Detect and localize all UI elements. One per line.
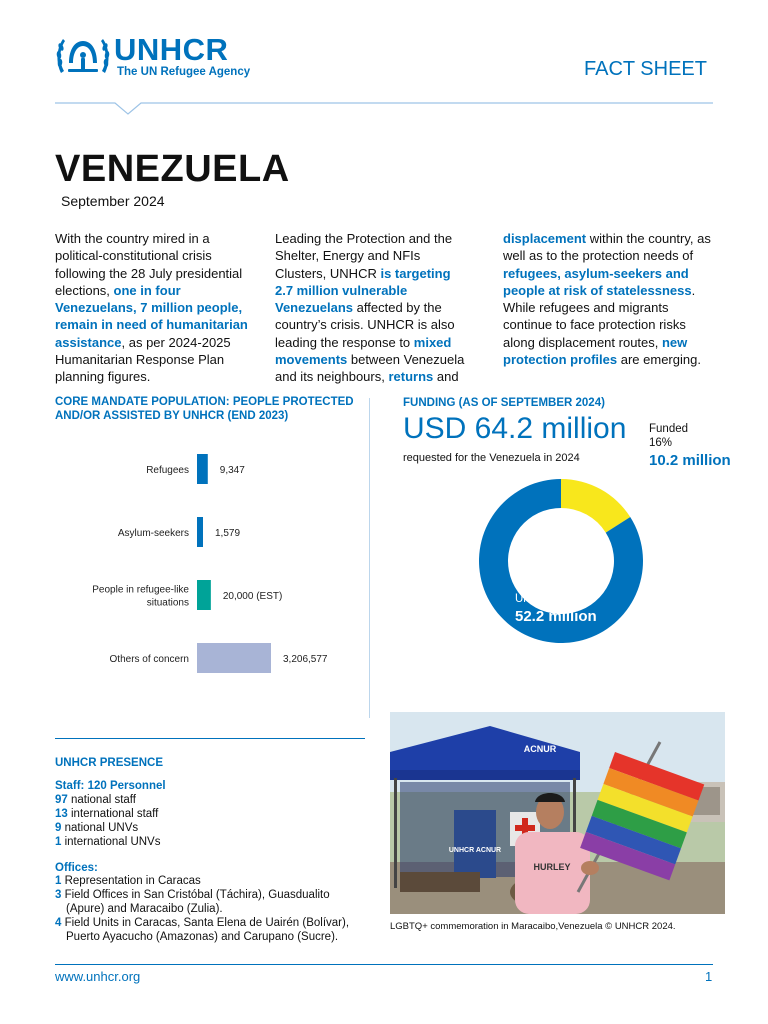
page-number: 1 — [705, 969, 713, 984]
core-mandate-title: CORE MANDATE POPULATION: PEOPLE PROTECTED AND/OR ASSISTED BY UNHCR (END 2023) — [55, 396, 354, 422]
body-text: With the country mired in a political-constitutional crisis following the 28 July presidential elections, — [55, 231, 243, 298]
emphasis-text: is targeting 2.7 million vulnerable Venezuelans — [275, 265, 451, 316]
list-item — [55, 836, 365, 850]
tent-logo-text: ACNUR — [523, 744, 557, 754]
list-item-label: international staff — [67, 807, 159, 820]
footer-divider — [55, 964, 713, 965]
emphasis-text: displacement — [503, 231, 587, 246]
list-item — [55, 808, 365, 822]
emphasis-text: refugees, asylum-seekers and people at risk of statelessness — [503, 265, 692, 298]
org-tagline: The UN Refugee Agency — [117, 66, 251, 78]
body-text: and — [433, 369, 459, 385]
funding-requested-amount: USD 64.2 million — [403, 412, 627, 445]
office-list — [55, 875, 365, 945]
page-title: VENEZUELA — [55, 148, 290, 190]
photo-caption: LGBTQ+ commemoration in Maracaibo,Venezuela © UNHCR 2024. — [390, 921, 676, 932]
list-item-label: national UNVs — [61, 821, 139, 834]
list-item-count: 1 — [55, 875, 62, 888]
list-item-count: 9 — [55, 821, 62, 834]
bar — [197, 454, 208, 484]
funded-label: Funded — [649, 423, 689, 435]
staff-title: Staff: 120 Personnel — [55, 780, 166, 792]
funded-percent: 16% — [649, 437, 673, 449]
intro-column-2 — [275, 230, 471, 386]
list-item-count: 97 — [55, 793, 68, 806]
column-divider — [369, 398, 370, 718]
bar-category-label: situations — [146, 597, 189, 609]
emphasis-text: mixed movements — [275, 334, 452, 368]
intro-column-3 — [503, 230, 713, 368]
body-text: are emerging. — [617, 352, 701, 368]
list-item-label: international UNVs — [61, 835, 161, 848]
funded-amount: 10.2 million — [649, 452, 731, 469]
list-item — [55, 794, 365, 808]
banner-text: UNHCR ACNUR — [448, 847, 502, 854]
list-item — [55, 875, 365, 889]
intro-column-1 — [55, 230, 251, 386]
list-item-label: national staff — [67, 793, 136, 806]
list-item — [55, 889, 365, 917]
population-bar-chart — [55, 440, 365, 700]
body-text: affected by the country’s crisis. UNHCR is also leading the response to — [275, 300, 455, 350]
body-text: between Venezuela and its neighbours, — [275, 352, 465, 385]
funding-title: FUNDING (AS OF SEPTEMBER 2024) — [403, 397, 605, 409]
funding-subtitle: requested for the Venezuela in 2024 — [403, 452, 580, 464]
list-item-label: Representation in Caracas — [61, 875, 201, 888]
emphasis-text: one in four Venezuelans, 7 million people, remain in need of humanitarian assistance — [55, 282, 248, 350]
staff-list — [55, 794, 365, 850]
bar-value-label: 9,347 — [219, 465, 245, 476]
body-text: , as per 2024-2025 Humanitarian Response Plan planning figures. — [55, 334, 231, 385]
unfunded-amount: 52.2 million — [515, 608, 597, 625]
presence-title: UNHCR PRESENCE — [55, 757, 163, 769]
list-item — [55, 917, 365, 945]
body-text: within the country, as well as to the protection needs of — [503, 231, 711, 264]
presence-details — [55, 780, 365, 945]
doc-type-label: FACT SHEET — [584, 58, 707, 80]
bar-value-label: 1,579 — [214, 528, 241, 539]
section-divider — [55, 738, 365, 739]
unhcr-emblem-icon — [55, 33, 111, 77]
bar-category-label: Others of concern — [109, 654, 189, 665]
bar-category-label: Asylum-seekers — [117, 528, 189, 539]
event-photo — [390, 712, 725, 914]
bar — [197, 580, 211, 610]
body-text: . While refugees and migrants continue to face protection risks along displacement routes, — [503, 282, 696, 350]
list-item-count: 4 — [55, 917, 62, 930]
bar — [197, 643, 271, 673]
org-name: UNHCR — [114, 32, 229, 67]
list-item-label: Field Units in Caracas, Santa Elena de Uairén (Bolívar), Puerto Ayacucho (Amazonas) and Carupano (Sucre). — [61, 917, 350, 944]
bar-category-label: Refugees — [146, 465, 189, 476]
unfunded-label: Unfunded 84% — [515, 593, 592, 605]
offices-title: Offices: — [55, 861, 98, 874]
bar — [197, 517, 203, 547]
footer-website-link[interactable]: www.unhcr.org — [55, 969, 141, 984]
list-item-count: 1 — [55, 835, 62, 848]
bar-value-label: 20,000 (EST) — [222, 591, 283, 602]
list-item-count: 13 — [55, 807, 68, 820]
list-item — [55, 822, 365, 836]
emphasis-text: returns — [388, 369, 434, 385]
body-text: Leading the Protection and the Shelter, Energy and NFIs Clusters, UNHCR — [275, 231, 453, 281]
list-item-label: Field Offices in San Cristóbal (Táchira), Guasdualito (Apure) and Maracaibo (Zulia). — [61, 889, 330, 916]
bar-category-label: People in refugee-like — [92, 584, 189, 596]
header-divider — [55, 102, 713, 116]
shirt-text: HURLEY — [533, 862, 571, 872]
emphasis-text: new protection profiles — [503, 334, 688, 368]
publication-date: September 2024 — [61, 193, 165, 209]
list-item-count: 3 — [55, 889, 62, 902]
bar-value-label: 3,206,577 — [283, 654, 328, 665]
